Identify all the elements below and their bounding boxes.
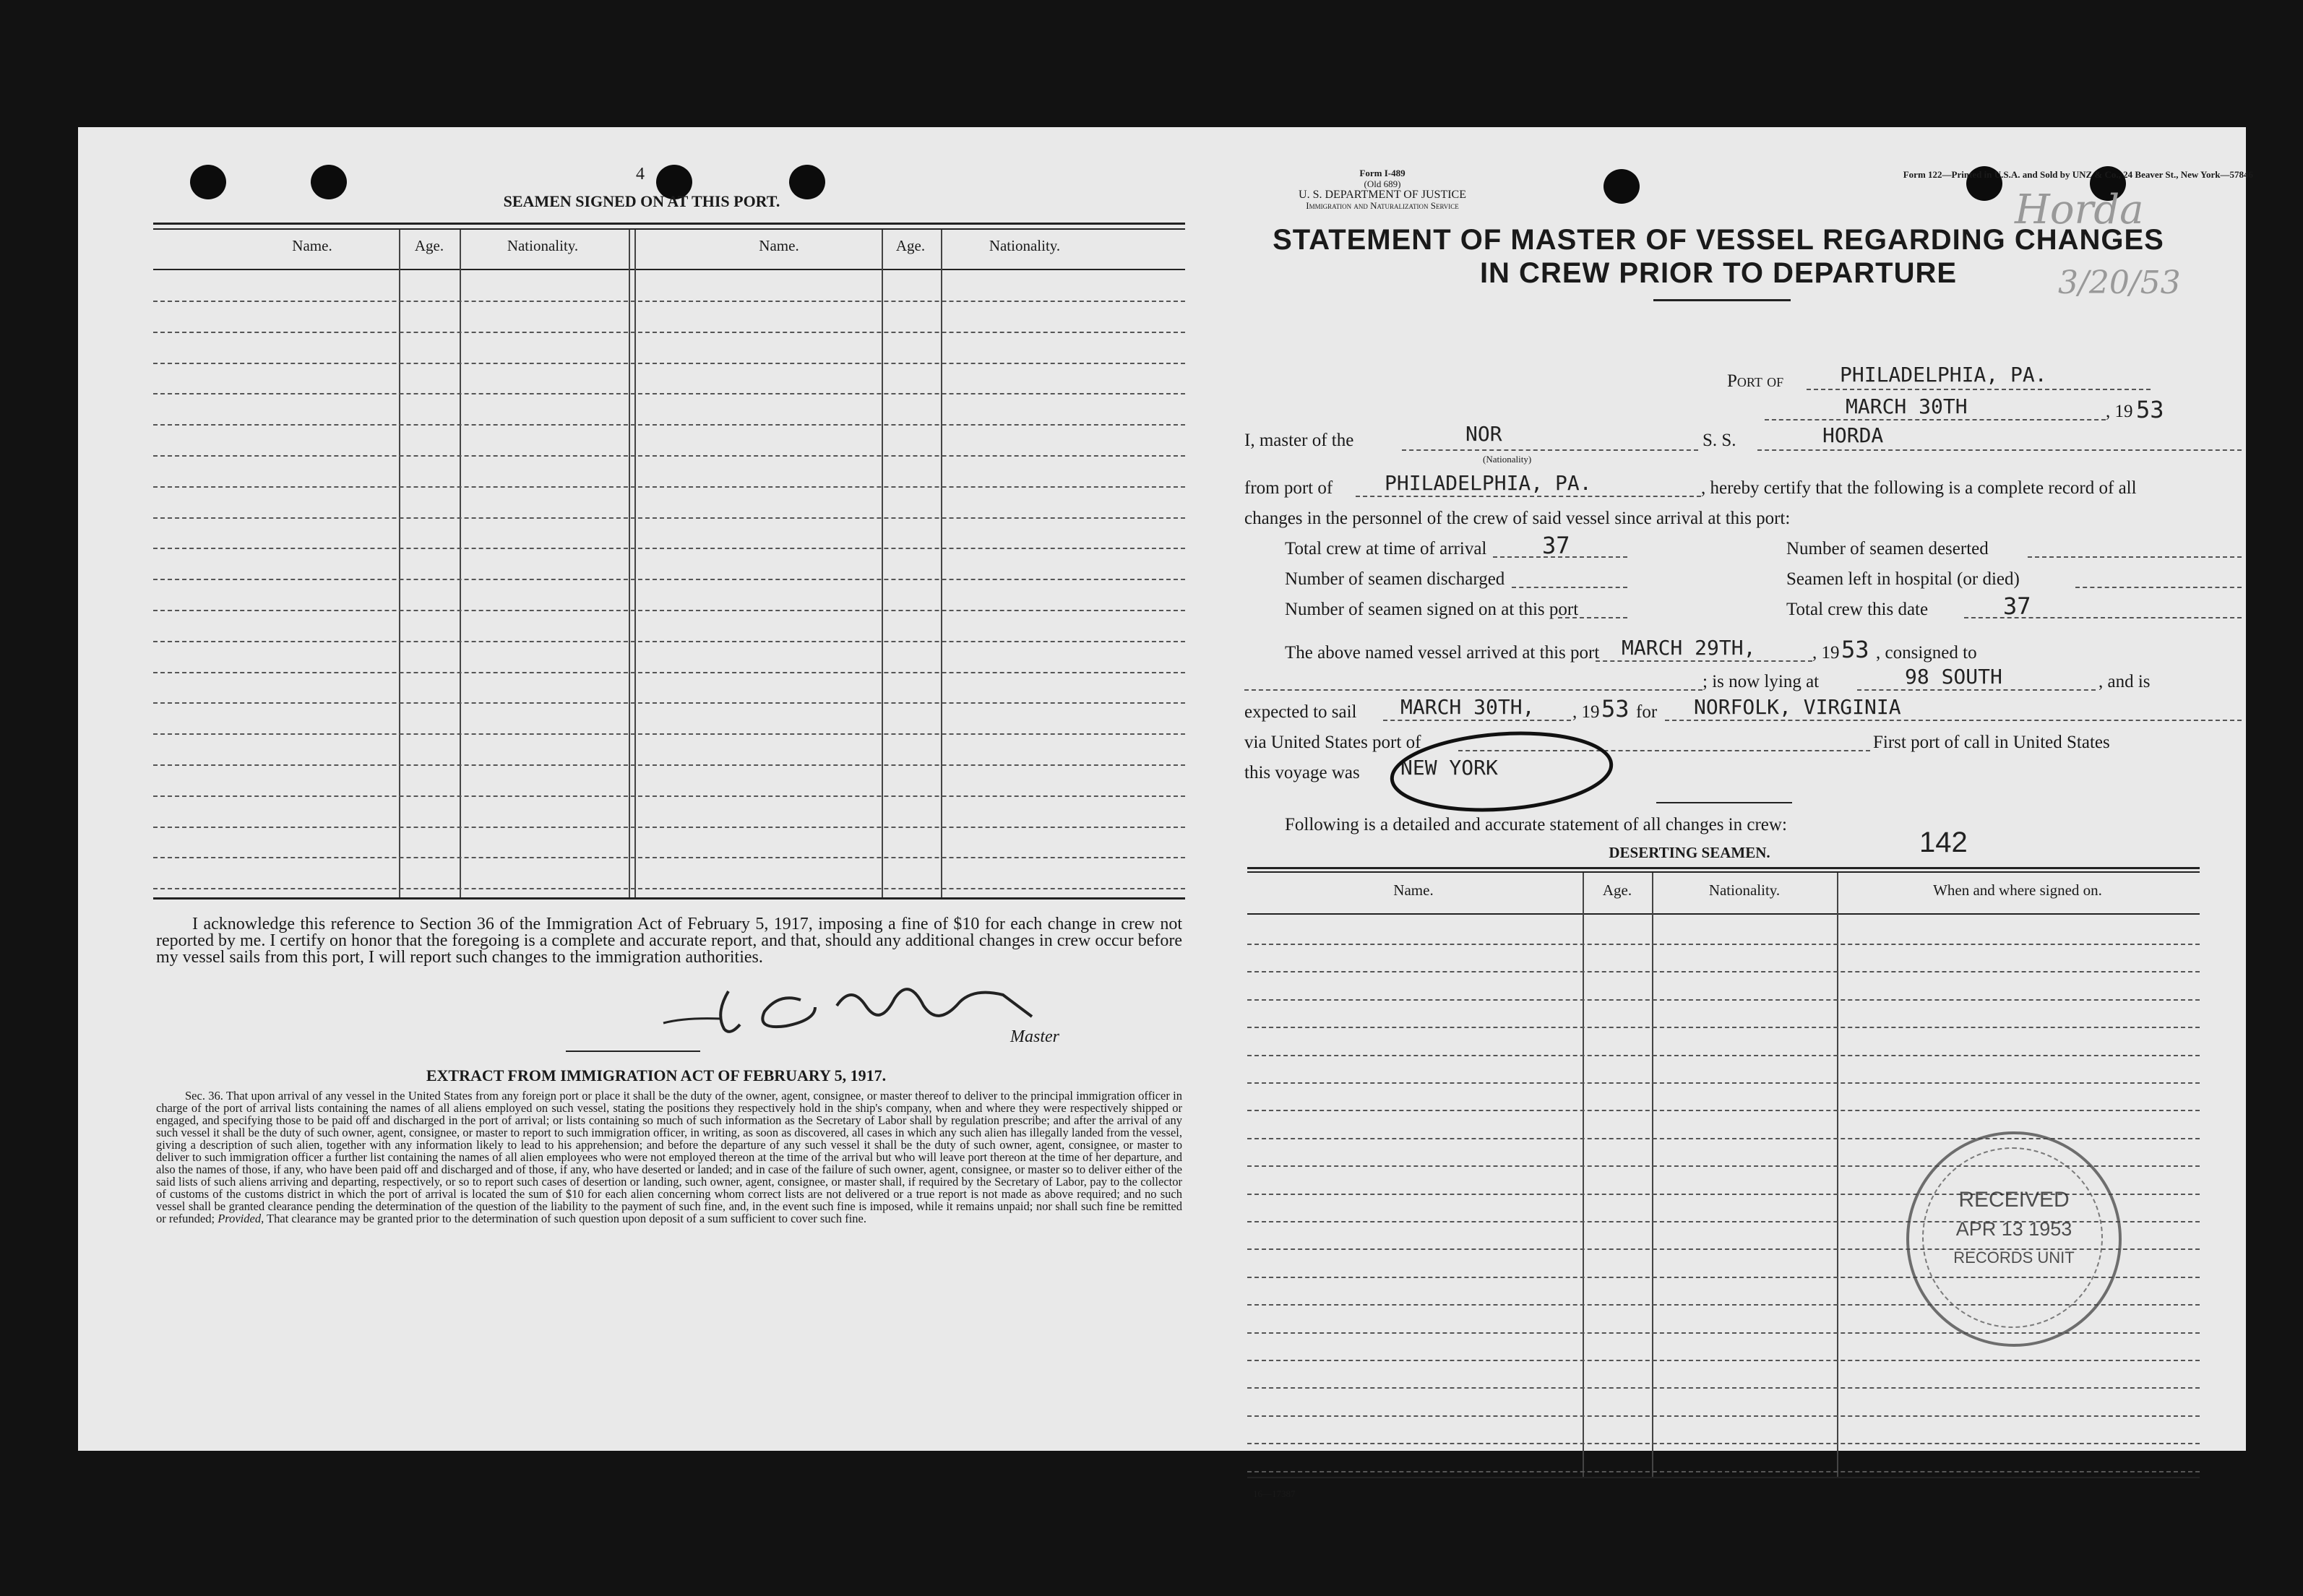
vessel-line xyxy=(1757,449,2242,451)
column-divider xyxy=(460,230,461,899)
column-header: Age. xyxy=(895,237,926,254)
hospital-line xyxy=(2075,587,2242,588)
proviso-label: Provided, xyxy=(218,1212,264,1225)
sail-year: 53 xyxy=(1601,695,1630,722)
table-row xyxy=(1247,1443,2200,1444)
column-divider xyxy=(882,230,883,899)
table-row xyxy=(153,672,1185,673)
table-row xyxy=(1247,1110,2200,1111)
column-header: Nationality. xyxy=(1708,881,1781,899)
signed-on-heading: SEAMEN SIGNED ON AT THIS PORT. xyxy=(503,192,780,210)
handwritten-number: 142 xyxy=(1919,827,1968,858)
total-arrival-label: Total crew at time of arrival xyxy=(1285,539,1487,558)
document-sheet xyxy=(78,127,2253,1499)
table-row xyxy=(1247,1360,2200,1361)
stamp-date: APR 13 1953 xyxy=(1955,1218,2072,1240)
agency-name: U. S. DEPARTMENT OF JUSTICE xyxy=(1299,189,1466,201)
arrived-year: 53 xyxy=(1841,636,1869,663)
lying-label: ; is now lying at xyxy=(1703,672,1820,691)
extract-heading: EXTRACT FROM IMMIGRATION ACT OF FEBRUARY 5, 1917. xyxy=(426,1066,887,1084)
port-line xyxy=(1807,389,2151,390)
sail-value: MARCH 30TH, xyxy=(1400,695,1535,719)
for-label: for xyxy=(1636,702,1658,722)
signed-on-label: Number of seamen signed on at this port xyxy=(1285,600,1579,619)
table-row xyxy=(1247,1138,2200,1139)
deserting-heading: DESERTING SEAMEN. xyxy=(1609,844,1770,861)
punch-hole xyxy=(1604,169,1640,204)
nationality-line xyxy=(1402,449,1698,451)
hand-drawn-circle xyxy=(1379,721,1624,822)
table-row xyxy=(153,827,1185,828)
table-row xyxy=(153,301,1185,302)
discharged-label: Number of seamen discharged xyxy=(1285,569,1505,589)
punch-hole xyxy=(311,165,347,199)
ss-label: S. S. xyxy=(1703,431,1736,450)
arrived-label: The above named vessel arrived at this port xyxy=(1285,643,1600,663)
master-label: I, master of the xyxy=(1244,431,1354,450)
handwritten-vessel: Horda xyxy=(2015,186,2144,233)
table-row xyxy=(153,486,1185,488)
table-row xyxy=(153,702,1185,704)
table-top-rule xyxy=(1247,867,2200,869)
from-port-label: from port of xyxy=(1244,478,1333,498)
form-number: Form I-489 xyxy=(1359,168,1406,178)
punch-hole xyxy=(190,165,226,199)
column-divider xyxy=(941,230,942,899)
column-header: Age. xyxy=(414,237,444,254)
received-stamp xyxy=(1906,1131,2122,1347)
section-36-text xyxy=(156,1090,1182,1225)
table-row xyxy=(153,517,1185,519)
hospital-label: Seamen left in hospital (or died) xyxy=(1786,569,2020,589)
footer-code: 16—17387 xyxy=(1253,1488,1296,1499)
table-row xyxy=(153,764,1185,766)
voyage-label: this voyage was xyxy=(1244,763,1360,782)
table-row xyxy=(1247,944,2200,945)
date-value: MARCH 30TH xyxy=(1846,394,1968,418)
form-title-line2: IN CREW PRIOR TO DEPARTURE xyxy=(1479,257,1958,289)
column-header: Nationality. xyxy=(507,237,579,254)
arrived-year-prefix: , 19 xyxy=(1812,643,1840,663)
divider-rule xyxy=(1656,802,1792,803)
stamp-unit: RECORDS UNIT xyxy=(1953,1248,2075,1267)
column-header: Nationality. xyxy=(989,237,1061,254)
section-label: Sec. 36. xyxy=(185,1089,223,1103)
table-header-rule xyxy=(153,269,1185,270)
table-row xyxy=(1247,971,2200,972)
column-divider xyxy=(629,230,630,899)
page-number: 4 xyxy=(636,165,645,184)
proviso-body: That clearance may be granted prior to the determination of such question upon deposit of a sum sufficient to cover such fine. xyxy=(267,1212,866,1225)
stamp-received: RECEIVED xyxy=(1958,1188,2070,1212)
column-divider xyxy=(634,230,636,899)
table-row xyxy=(1247,1415,2200,1417)
from-port-line xyxy=(1356,496,1701,497)
table-row xyxy=(1247,1082,2200,1084)
acknowledgement-text: I acknowledge this reference to Section 36 of the Immigration Act of February 5, 1917, imposing a fine of $10 for each change in crew not reported by me. I certify on honor that the foregoing is a complete and accurate report, and that, should any additional changes in crew occur before my vessel sails from this port, I will report such changes to the immigration authorities. xyxy=(156,915,1182,967)
deserted-line xyxy=(2028,556,2242,558)
certify-text: , hereby certify that the following is a complete record of all xyxy=(1701,478,2137,498)
column-header: Name. xyxy=(759,237,799,254)
table-row xyxy=(153,641,1185,642)
table-row xyxy=(153,795,1185,797)
first-port-value: NEW YORK xyxy=(1400,756,1498,780)
table-row xyxy=(153,548,1185,549)
lying-value: 98 SOUTH xyxy=(1905,665,2002,689)
signature-caption: Master xyxy=(1010,1027,1059,1046)
nationality-caption: (Nationality) xyxy=(1483,454,1532,465)
vessel-name: HORDA xyxy=(1822,423,1884,447)
form-title-line1: STATEMENT OF MASTER OF VESSEL REGARDING CHANGES xyxy=(1273,224,2164,256)
discharged-line xyxy=(1512,587,1627,588)
from-port-value: PHILADELPHIA, PA. xyxy=(1385,471,1592,495)
destination-value: NORFOLK, VIRGINIA xyxy=(1694,695,1901,719)
arrived-line xyxy=(1596,660,1812,662)
year-value: 53 xyxy=(2136,396,2164,423)
port-value: PHILADELPHIA, PA. xyxy=(1840,363,2047,387)
form-old-number: (Old 689) xyxy=(1364,178,1401,189)
consigned-label: , consigned to xyxy=(1876,643,1977,663)
table-bottom-rule xyxy=(1247,1477,2200,1478)
total-arrival-value: 37 xyxy=(1542,532,1570,559)
table-row xyxy=(153,888,1185,889)
form-header-block xyxy=(1191,168,1574,211)
table-row xyxy=(153,733,1185,735)
table-row xyxy=(1247,1471,2200,1472)
and-is-text: , and is xyxy=(2098,672,2151,691)
column-header: Name. xyxy=(292,237,332,254)
table-top-rule xyxy=(153,223,1185,225)
year-prefix: , 19 xyxy=(2106,402,2133,421)
table-row xyxy=(153,455,1185,457)
column-header: Name. xyxy=(1393,881,1434,899)
changes-text: changes in the personnel of the crew of said vessel since arrival at this port: xyxy=(1244,509,1791,528)
port-label: Port of xyxy=(1727,371,1784,391)
lying-line xyxy=(1857,689,2096,691)
signed-on-line xyxy=(1558,617,1627,618)
first-call-label: First port of call in United States xyxy=(1873,733,2110,752)
table-row xyxy=(1247,1055,2200,1056)
via-label: via United States port of xyxy=(1244,733,1421,752)
deserted-label: Number of seamen deserted xyxy=(1786,539,1989,558)
table-row xyxy=(1247,1387,2200,1389)
column-divider xyxy=(399,230,400,899)
table-bottom-rule xyxy=(153,897,1185,900)
column-header: Age. xyxy=(1602,881,1632,899)
section-body: That upon arrival of any vessel in the United States from any foreign port or place it shall be the duty of the owner, agent, consignee, or master thereof to deliver to the principal immigration officer in charge of the port of arrival lists containing the names of all aliens employed on such vessel, stating the positions they respectively hold in the ship's company, when and where they were respectively shipped or engaged, and specifying those to be paid off and discharged in the port of arrival; or lists containing so much of such information as the Secretary of Labor shall by regulation prescribe; and after the arrival of any such vessel it shall be the duty of such owner, agent, consignee, or master to report to such immigration officer, in writing, as soon as discovered, all cases in which any such alien has illegally landed from the vessel, giving a description of such alien, together with any information likely to lead to his apprehension; and before the departure of any such vessel it shall be the duty of such owner, agent, consignee, or master to deliver to such immigration officer a further list containing the names of all alien employees who were not employed thereon at the time of the arrival but who will leave port thereon at the time of her departure, and also the names of those, if any, who have been paid off and discharged and of those, if any, who have deserted or landed; and in case of the failure of such owner, agent, consignee, or master so to deliver either of the said lists of such aliens arriving and departing, respectively, or so to report such cases of desertion or landing, such owner, agent, consignee, or master shall, if required by the Secretary of Labor, pay to the collector of customs of the customs district in which the port of arrival is located the sum of $10 for each alien concerning whom correct lists are not delivered or a true report is not made as above required; and no such vessel shall be granted clearance pending the determination of the question of the liability to the payment of such fine, and, in the event such fine is imposed, while it remains unpaid; nor shall such fine be remitted or refunded; xyxy=(156,1089,1183,1225)
table-header-rule xyxy=(1247,913,2200,915)
arrived-value: MARCH 29TH, xyxy=(1622,636,1756,660)
total-date-label: Total crew this date xyxy=(1786,600,1929,619)
table-row xyxy=(153,610,1185,611)
table-top-rule xyxy=(153,228,1185,230)
table-row xyxy=(153,424,1185,426)
title-underline xyxy=(1653,299,1791,301)
table-row xyxy=(153,363,1185,364)
table-row xyxy=(153,857,1185,858)
service-name: Immigration and Naturalization Service xyxy=(1306,200,1459,211)
total-date-value: 37 xyxy=(2003,592,2031,620)
consignee-line xyxy=(1244,689,1703,691)
following-text: Following is a detailed and accurate statement of all changes in crew: xyxy=(1285,815,1787,834)
date-line xyxy=(1765,419,2106,420)
table-top-rule xyxy=(1247,871,2200,873)
handwritten-date: 3/20/53 xyxy=(2058,264,2181,301)
sail-year-prefix: , 19 xyxy=(1572,702,1600,722)
column-header: When and where signed on. xyxy=(1933,881,2102,899)
table-row xyxy=(1247,999,2200,1001)
printer-note: Form 122—Printed in U.S.A. and Sold by UNZ & Co., 24 Beaver St., New York—57846 xyxy=(1903,169,2253,180)
destination-line xyxy=(1665,720,2242,721)
table-row xyxy=(1247,1027,2200,1028)
table-row xyxy=(153,332,1185,333)
nationality-value: NOR xyxy=(1465,422,1502,446)
table-row xyxy=(153,393,1185,394)
sail-label: expected to sail xyxy=(1244,702,1357,722)
table-row xyxy=(153,579,1185,580)
divider-rule xyxy=(566,1051,700,1052)
